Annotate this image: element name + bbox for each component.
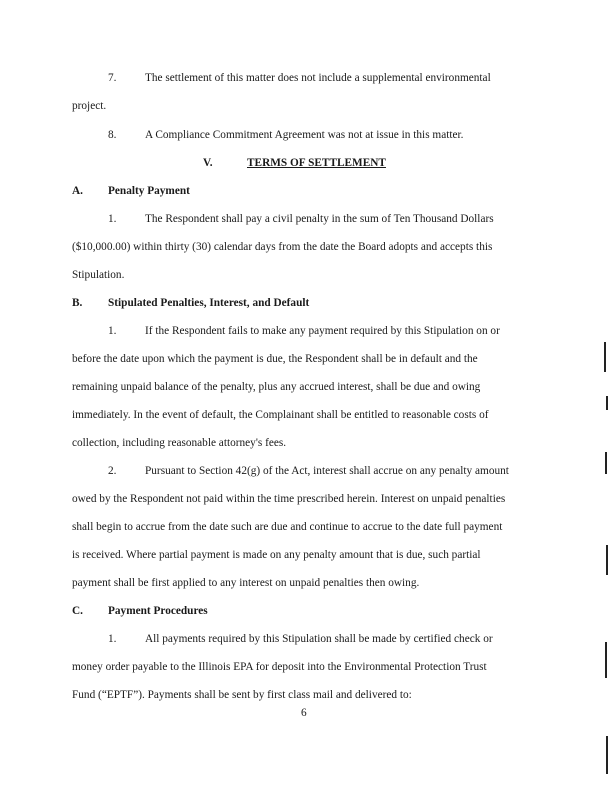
- scan-margin-mark: [606, 736, 608, 774]
- paragraph-line: All payments required by this Stipulation shall be made by certified check or: [145, 633, 493, 645]
- subsection-b-paragraph-1-number: 1.: [108, 325, 117, 337]
- paragraph-line: remaining unpaid balance of the penalty, plus any accrued interest, shall be due and owing: [72, 381, 481, 393]
- scan-margin-mark: [606, 396, 608, 410]
- paragraph-line: The Respondent shall pay a civil penalty in the sum of Ten Thousand Dollars: [145, 213, 494, 225]
- section-title: TERMS OF SETTLEMENT: [247, 157, 386, 169]
- section-numeral: V.: [203, 157, 213, 169]
- paragraph-7-number: 7.: [108, 72, 117, 84]
- paragraph-line: If the Respondent fails to make any payment required by this Stipulation on or: [145, 325, 500, 337]
- page-number: 6: [301, 707, 307, 719]
- subsection-c-letter: C.: [72, 605, 83, 617]
- paragraph-line: Fund (“EPTF”). Payments shall be sent by first class mail and delivered to:: [72, 689, 412, 701]
- paragraph-8-text: A Compliance Commitment Agreement was not at issue in this matter.: [145, 129, 464, 141]
- paragraph-line: money order payable to the Illinois EPA for deposit into the Environmental Protection Trust: [72, 661, 487, 673]
- paragraph-line: is received. Where partial payment is made on any penalty amount that is due, such partial: [72, 549, 481, 561]
- paragraph-line: owed by the Respondent not paid within the time prescribed herein. Interest on unpaid penalties: [72, 493, 506, 505]
- subsection-c-paragraph-1-number: 1.: [108, 633, 117, 645]
- subsection-a-letter: A.: [72, 185, 83, 197]
- paragraph-line: Stipulation.: [72, 269, 125, 281]
- paragraph-line: collection, including reasonable attorney's fees.: [72, 437, 287, 449]
- paragraph-7-text: The settlement of this matter does not include a supplemental environmental: [145, 72, 491, 84]
- paragraph-8-number: 8.: [108, 129, 117, 141]
- paragraph-7-continuation: project.: [72, 100, 107, 112]
- subsection-c-heading: Payment Procedures: [108, 605, 208, 617]
- subsection-b-letter: B.: [72, 297, 83, 309]
- paragraph-line: before the date upon which the payment is due, the Respondent shall be in default and the: [72, 353, 478, 365]
- paragraph-line: ($10,000.00) within thirty (30) calendar days from the date the Board adopts and accepts this: [72, 241, 493, 253]
- scan-margin-mark: [606, 545, 608, 575]
- paragraph-line: payment shall be first applied to any interest on unpaid penalties then owing.: [72, 577, 420, 589]
- scan-margin-mark: [605, 642, 607, 678]
- paragraph-line: shall begin to accrue from the date such are due and continue to accrue to the date full payment: [72, 521, 503, 533]
- subsection-b-heading: Stipulated Penalties, Interest, and Default: [108, 297, 310, 309]
- scan-margin-mark: [604, 342, 606, 372]
- subsection-a-heading: Penalty Payment: [108, 185, 190, 197]
- subsection-b-paragraph-2-number: 2.: [108, 465, 117, 477]
- paragraph-line: immediately. In the event of default, the Complainant shall be entitled to reasonable costs of: [72, 409, 489, 421]
- subsection-a-paragraph-1-number: 1.: [108, 213, 117, 225]
- scan-margin-mark: [605, 452, 607, 474]
- paragraph-line: Pursuant to Section 42(g) of the Act, interest shall accrue on any penalty amount: [145, 465, 509, 477]
